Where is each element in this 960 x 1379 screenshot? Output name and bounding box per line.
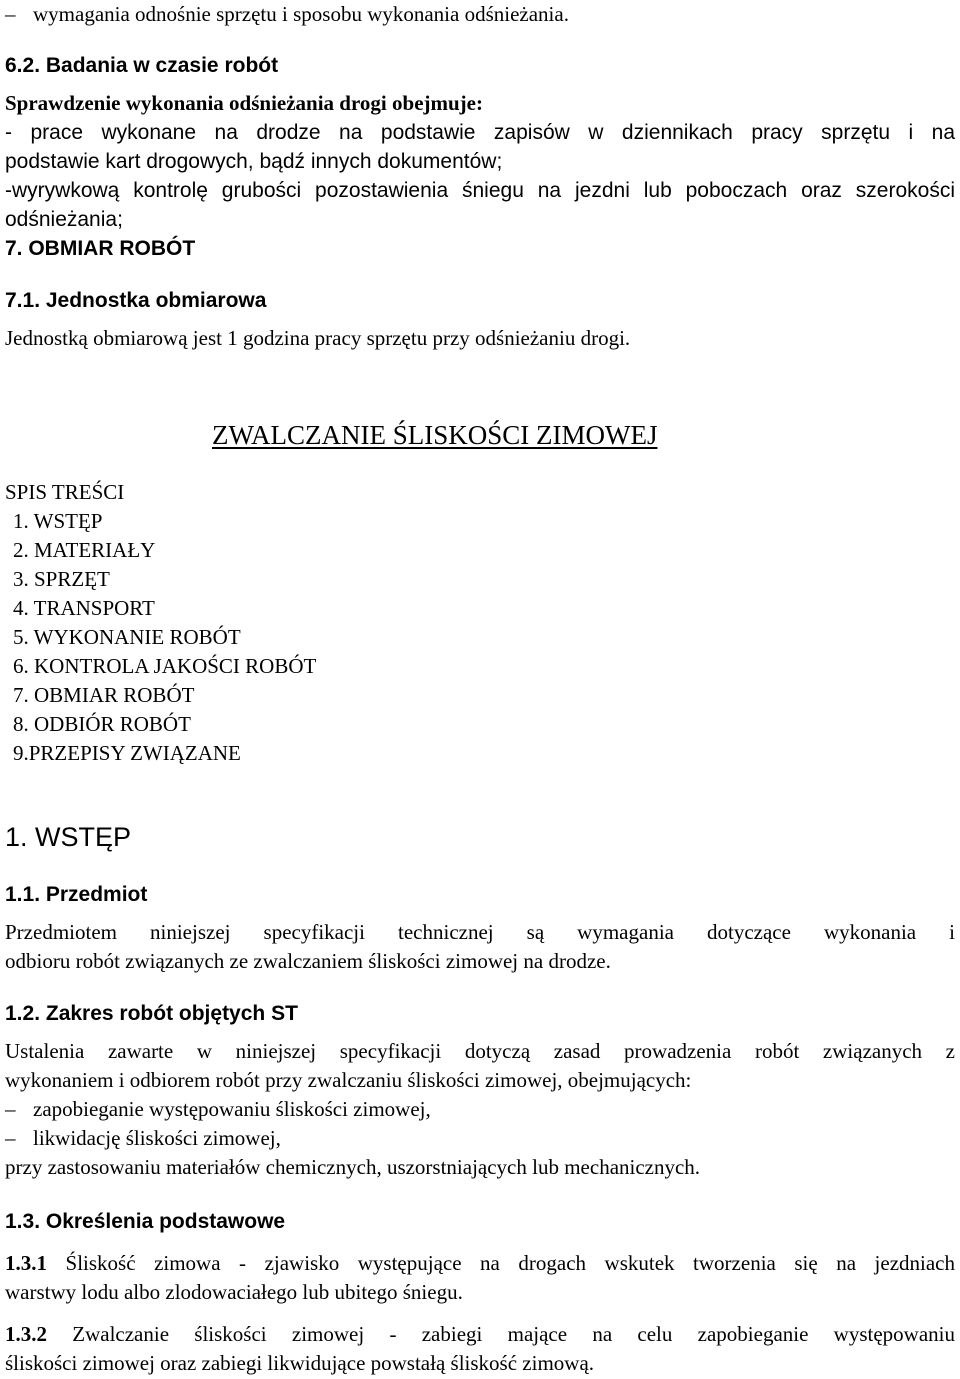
dash-list-item — [5, 1126, 955, 1151]
list-item-text: zapobieganie występowaniu śliskości zimowej, — [33, 1097, 431, 1121]
paragraph-line: - prace wykonane na drodze na podstawie zapisów w dziennikach pracy sprzętu i na — [5, 121, 955, 144]
dash-bullet-icon: – — [5, 1126, 16, 1150]
check-heading: Sprawdzenie wykonania odśnieżania drogi obejmuje: — [5, 91, 483, 115]
dash-list-item — [5, 2, 955, 27]
paragraph-line: warstwy lodu albo zlodowaciałego lub ubitego śniegu. — [5, 1280, 463, 1304]
list-item-text: likwidację śliskości zimowej, — [33, 1126, 281, 1150]
document-title: ZWALCZANIE ŚLISKOŚCI ZIMOWEJ — [212, 420, 658, 450]
toc-item: 7. OBMIAR ROBÓT — [13, 683, 195, 707]
paragraph-line: odbioru robót związanych ze zwalczaniem śliskości zimowej na drodze. — [5, 949, 611, 973]
dash-bullet-icon: – — [5, 1097, 16, 1121]
toc-item: 8. ODBIÓR ROBÓT — [13, 712, 191, 736]
definition-text: Śliskość zimowa - zjawisko występujące na drogach wskutek tworzenia się na jezdniach — [65, 1251, 956, 1275]
toc-item: 2. MATERIAŁY — [13, 538, 156, 562]
toc-item: 4. TRANSPORT — [13, 596, 155, 620]
dash-list-item — [5, 1097, 955, 1122]
paragraph-line: -wyrywkową kontrolę grubości pozostawienia śniegu na jezdni lub poboczach oraz szerokości — [5, 179, 955, 202]
list-item-text: wymagania odnośnie sprzętu i sposobu wykonania odśnieżania. — [33, 2, 569, 26]
section-7-1-heading: 7.1. Jednostka obmiarowa — [5, 289, 267, 312]
definition-text: Zwalczanie śliskości zimowej - zabiegi mające na celu zapobieganie występowaniu — [72, 1322, 955, 1346]
section-1-heading: 1. WSTĘP — [5, 822, 132, 852]
definition-line — [5, 1251, 955, 1276]
section-1-1-heading: 1.1. Przedmiot — [5, 883, 148, 906]
definition-number: 1.3.1 — [5, 1251, 47, 1275]
section-6-2-heading: 6.2. Badania w czasie robót — [5, 54, 279, 77]
section-7-heading: 7. OBMIAR ROBÓT — [5, 237, 196, 260]
toc-item: 1. WSTĘP — [13, 509, 103, 533]
toc-item: 9.PRZEPISY ZWIĄZANE — [13, 741, 241, 765]
section-1-2-heading: 1.2. Zakres robót objętych ST — [5, 1002, 298, 1025]
paragraph-line: podstawie kart drogowych, bądź innych dokumentów; — [5, 150, 503, 173]
definition-line — [5, 1322, 955, 1347]
toc-item: 6. KONTROLA JAKOŚCI ROBÓT — [13, 654, 317, 678]
section-1-3-heading: 1.3. Określenia podstawowe — [5, 1210, 286, 1233]
toc-item: 3. SPRZĘT — [13, 567, 110, 591]
paragraph-line: Ustalenia zawarte w niniejszej specyfikacji dotyczą zasad prowadzenia robót związanych z — [5, 1039, 955, 1063]
toc-heading: SPIS TREŚCI — [5, 480, 125, 504]
paragraph-line: Jednostką obmiarową jest 1 godzina pracy sprzętu przy odśnieżaniu drogi. — [5, 326, 631, 350]
toc-item: 5. WYKONANIE ROBÓT — [13, 625, 241, 649]
paragraph-line: przy zastosowaniu materiałów chemicznych, uszorstniających lub mechanicznych. — [5, 1155, 701, 1179]
paragraph-line: wykonaniem i odbiorem robót przy zwalczaniu śliskości zimowej, obejmujących: — [5, 1068, 692, 1092]
definition-number: 1.3.2 — [5, 1322, 47, 1346]
paragraph-line: odśnieżania; — [5, 208, 123, 231]
dash-bullet-icon: – — [5, 2, 16, 26]
paragraph-line: Przedmiotem niniejszej specyfikacji technicznej są wymagania dotyczące wykonania i — [5, 920, 955, 944]
paragraph-line: śliskości zimowej oraz zabiegi likwidujące powstałą śliskość zimową. — [5, 1351, 595, 1375]
